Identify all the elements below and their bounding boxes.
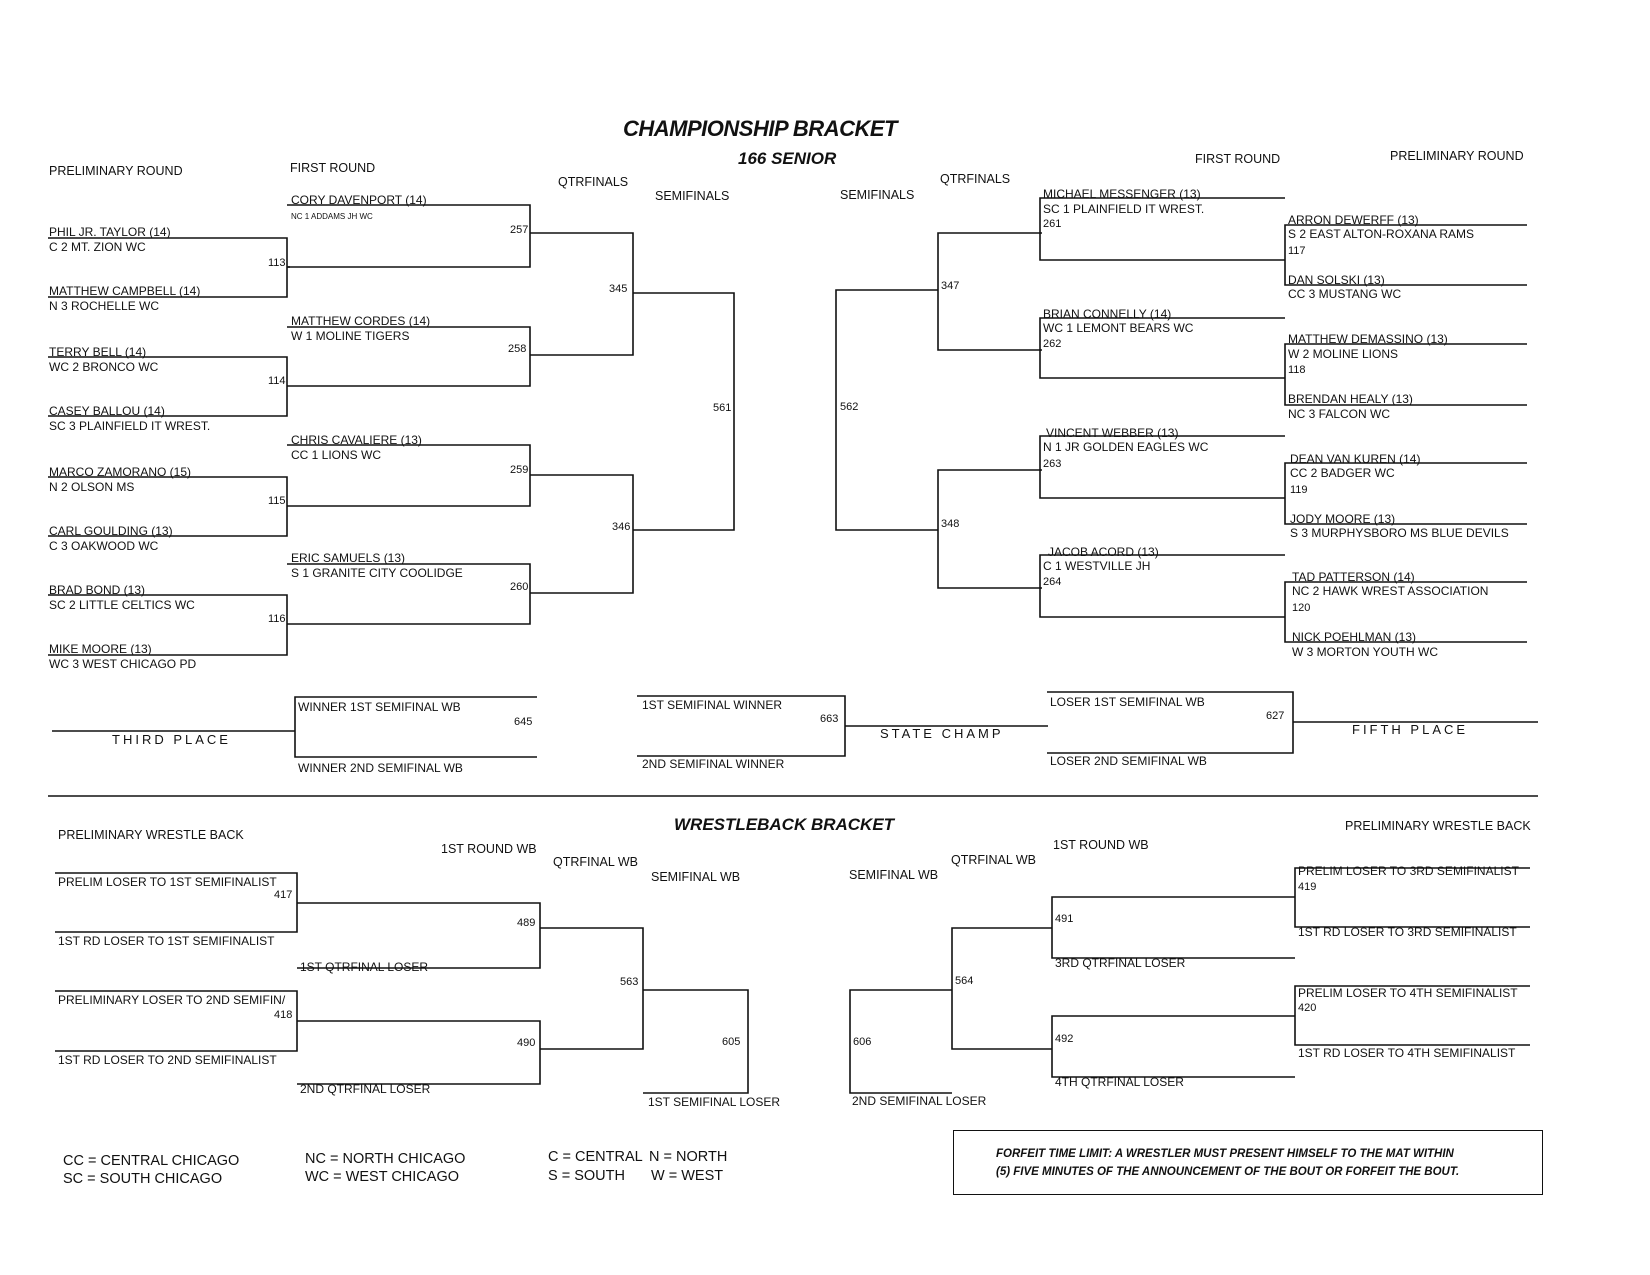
bout-number: 114 (268, 375, 286, 387)
round-label: SEMIFINALS (840, 188, 915, 202)
wb-slot: 1ST SEMIFINAL LOSER (648, 1095, 781, 1109)
round-label: SEMIFINAL WB (651, 870, 741, 884)
bout-number: 347 (941, 280, 960, 292)
wrestler-team: CC 3 MUSTANG WC (1288, 287, 1402, 301)
bout-number: 260 (510, 581, 529, 593)
bout-number: 663 (820, 713, 839, 725)
wb-slot: 3RD QTRFINAL LOSER (1055, 956, 1186, 970)
bout-number: 115 (268, 495, 286, 507)
weight-class: 166 SENIOR (738, 149, 837, 168)
wrestler-name: JODY MOORE (13) (1290, 512, 1396, 526)
placement-slot: 2ND SEMIFINAL WINNER (642, 757, 785, 771)
wrestler-team: N 2 OLSON MS (49, 480, 135, 494)
wb-slot: 2ND SEMIFINAL LOSER (852, 1094, 987, 1108)
placement-slot: 1ST SEMIFINAL WINNER (642, 698, 783, 712)
bout-number: 491 (1055, 913, 1074, 925)
wrestler-name: ARRON DEWERFF (13) (1288, 213, 1419, 227)
round-label: 1ST ROUND WB (1053, 838, 1149, 852)
wrestler-team: CC 2 BADGER WC (1290, 466, 1395, 480)
wb-slot: 1ST QTRFINAL LOSER (300, 960, 429, 974)
bout-number: 563 (620, 976, 639, 988)
bout-number: 489 (517, 917, 536, 929)
wrestler-team: W 1 MOLINE TIGERS (291, 329, 410, 343)
wrestler-team: WC 1 LEMONT BEARS WC (1043, 321, 1194, 335)
fifth-place-label: FIFTH PLACE (1352, 722, 1469, 737)
bout-number: 264 (1043, 576, 1062, 588)
wrestler-team: N 3 ROCHELLE WC (49, 299, 160, 313)
wrestler-name: VINCENT WEBBER (13) (1046, 426, 1179, 440)
bout-number: 257 (510, 224, 529, 236)
wrestleback-title: WRESTLEBACK BRACKET (674, 815, 895, 834)
wrestler-name: PHIL JR. TAYLOR (14) (49, 225, 171, 239)
wb-slot: 4TH QTRFINAL LOSER (1055, 1075, 1184, 1089)
wrestler-name: MICHAEL MESSENGER (13) (1043, 187, 1201, 201)
bout-number: 345 (609, 283, 628, 295)
third-place-label: THIRD PLACE (112, 732, 231, 747)
round-label: PRELIMINARY WRESTLE BACK (1345, 819, 1531, 833)
wrestler-name: CARL GOULDING (13) (49, 524, 173, 538)
legend-item: SC = SOUTH CHICAGO (63, 1171, 223, 1187)
round-label: QTRFINAL WB (951, 853, 1036, 867)
wrestler-team: NC 1 ADDAMS JH WC (291, 212, 373, 221)
state-champ-label: STATE CHAMP (880, 726, 1004, 741)
bout-number: 562 (840, 401, 859, 413)
wb-slot: 1ST RD LOSER TO 4TH SEMIFINALIST (1298, 1046, 1516, 1060)
placement-slot: WINNER 1ST SEMIFINAL WB (298, 700, 461, 714)
placement-slot: LOSER 1ST SEMIFINAL WB (1050, 695, 1205, 709)
bout-number: 259 (510, 464, 529, 476)
wrestler-name: BRIAN CONNELLY (14) (1043, 307, 1172, 321)
round-label: SEMIFINALS (655, 189, 730, 203)
legend-item: CC = CENTRAL CHICAGO (63, 1153, 240, 1169)
wb-slot: 1ST RD LOSER TO 3RD SEMIFINALIST (1298, 925, 1517, 939)
wb-slot: 1ST RD LOSER TO 1ST SEMIFINALIST (58, 934, 275, 948)
legend-item: N = NORTH (649, 1149, 728, 1165)
bout-number: 116 (268, 613, 286, 625)
legend-item: NC = NORTH CHICAGO (305, 1151, 466, 1167)
wrestler-team: SC 2 LITTLE CELTICS WC (49, 598, 195, 612)
bout-number: 113 (268, 257, 286, 269)
round-label: FIRST ROUND (290, 161, 376, 175)
legend-item: WC = WEST CHICAGO (305, 1169, 460, 1185)
placement-slot: LOSER 2ND SEMIFINAL WB (1050, 754, 1207, 768)
round-label: QTRFINALS (940, 172, 1011, 186)
round-label: QTRFINAL WB (553, 855, 638, 869)
bout-number: 258 (508, 343, 527, 355)
wrestler-team: SC 1 PLAINFIELD IT WREST. (1043, 202, 1205, 216)
round-label: PRELIMINARY WRESTLE BACK (58, 828, 244, 842)
wrestler-name: CORY DAVENPORT (14) (291, 193, 427, 207)
wrestler-team: C 1 WESTVILLE JH (1043, 559, 1151, 573)
bout-number: 561 (713, 402, 732, 414)
round-label: PRELIMINARY ROUND (1390, 149, 1524, 163)
wrestler-name: CASEY BALLOU (14) (49, 404, 165, 418)
wrestler-team: CC 1 LIONS WC (291, 448, 382, 462)
wrestler-name: MATTHEW CAMPBELL (14) (49, 284, 201, 298)
wrestler-team: C 3 OAKWOOD WC (49, 539, 159, 553)
wrestler-name: TERRY BELL (14) (49, 345, 147, 359)
bout-number: 348 (941, 518, 960, 530)
wrestler-team: W 3 MORTON YOUTH WC (1292, 645, 1439, 659)
wrestler-name: DAN SOLSKI (13) (1288, 273, 1385, 287)
forfeit-line: FORFEIT TIME LIMIT: A WRESTLER MUST PRESENT HIMSELF TO THE MAT WITHIN (996, 1148, 1454, 1160)
wb-slot: 2ND QTRFINAL LOSER (300, 1082, 431, 1096)
wrestler-name: MATTHEW CORDES (14) (291, 314, 431, 328)
wrestler-team: NC 2 HAWK WREST ASSOCIATION (1292, 584, 1489, 598)
bout-number: 117 (1288, 245, 1306, 257)
legend-item: C = CENTRAL (548, 1149, 643, 1165)
bout-number: 418 (274, 1009, 293, 1021)
wrestler-team: NC 3 FALCON WC (1288, 407, 1391, 421)
wb-slot: PRELIMINARY LOSER TO 2ND SEMIFIN/ (58, 993, 286, 1007)
bout-number: 346 (612, 521, 631, 533)
bout-number: 606 (853, 1036, 872, 1048)
placement-slot: WINNER 2ND SEMIFINAL WB (298, 761, 463, 775)
bout-number: 645 (514, 716, 533, 728)
bout-number: 261 (1043, 218, 1062, 230)
wrestler-name: TAD PATTERSON (14) (1292, 570, 1415, 584)
wrestler-name: DEAN VAN KUREN (14) (1290, 452, 1421, 466)
wb-slot: 1ST RD LOSER TO 2ND SEMIFINALIST (58, 1053, 277, 1067)
wrestler-team: S 3 MURPHYSBORO MS BLUE DEVILS (1290, 526, 1509, 540)
bout-number: 420 (1298, 1002, 1317, 1014)
bout-number: 118 (1288, 364, 1306, 376)
bout-number: 605 (722, 1036, 741, 1048)
wrestler-team: WC 2 BRONCO WC (49, 360, 159, 374)
wrestler-team: W 2 MOLINE LIONS (1288, 347, 1399, 361)
wrestler-name: BRENDAN HEALY (13) (1288, 392, 1413, 406)
wrestler-team: N 1 JR GOLDEN EAGLES WC (1043, 440, 1209, 454)
page-title: CHAMPIONSHIP BRACKET (623, 116, 897, 141)
wrestler-team: S 1 GRANITE CITY COOLIDGE (291, 566, 463, 580)
bout-number: 119 (1290, 484, 1308, 496)
wb-slot: PRELIM LOSER TO 1ST SEMIFINALIST (58, 875, 277, 889)
bout-number: 262 (1043, 338, 1062, 350)
wrestler-name: CHRIS CAVALIERE (13) (291, 433, 422, 447)
wb-slot: PRELIM LOSER TO 4TH SEMIFINALIST (1298, 986, 1518, 1000)
bout-number: 417 (274, 889, 293, 901)
bout-number: 120 (1292, 602, 1311, 614)
round-label: 1ST ROUND WB (441, 842, 537, 856)
bout-number: 627 (1266, 710, 1285, 722)
wb-slot: PRELIM LOSER TO 3RD SEMIFINALIST (1298, 864, 1519, 878)
wrestler-name: BRAD BOND (13) (49, 583, 146, 597)
forfeit-line: (5) FIVE MINUTES OF THE ANNOUNCEMENT OF THE BOUT OR FORFEIT THE BOUT. (996, 1166, 1460, 1178)
wrestler-name: MARCO ZAMORANO (15) (49, 465, 192, 479)
wrestler-team: SC 3 PLAINFIELD IT WREST. (49, 419, 211, 433)
legend-item: W = WEST (651, 1168, 724, 1184)
wrestler-team: WC 3 WEST CHICAGO PD (49, 657, 197, 671)
round-label: PRELIMINARY ROUND (49, 164, 183, 178)
bout-number: 492 (1055, 1033, 1074, 1045)
round-label: FIRST ROUND (1195, 152, 1281, 166)
wrestler-name: NICK POEHLMAN (13) (1292, 630, 1417, 644)
legend-item: S = SOUTH (548, 1168, 625, 1184)
round-label: SEMIFINAL WB (849, 868, 939, 882)
wrestler-team: C 2 MT. ZION WC (49, 240, 146, 254)
forfeit-notice (953, 1130, 1543, 1195)
bout-number: 564 (955, 975, 974, 987)
wrestler-name: MIKE MOORE (13) (49, 642, 152, 656)
wrestler-team: S 2 EAST ALTON-ROXANA RAMS (1288, 227, 1475, 241)
bout-number: 419 (1298, 881, 1317, 893)
round-label: QTRFINALS (558, 175, 629, 189)
bout-number: 490 (517, 1037, 536, 1049)
wrestler-name: JACOB ACORD (13) (1048, 545, 1159, 559)
wrestler-name: MATTHEW DEMASSINO (13) (1288, 332, 1448, 346)
bout-number: 263 (1043, 458, 1062, 470)
wrestler-name: ERIC SAMUELS (13) (291, 551, 406, 565)
